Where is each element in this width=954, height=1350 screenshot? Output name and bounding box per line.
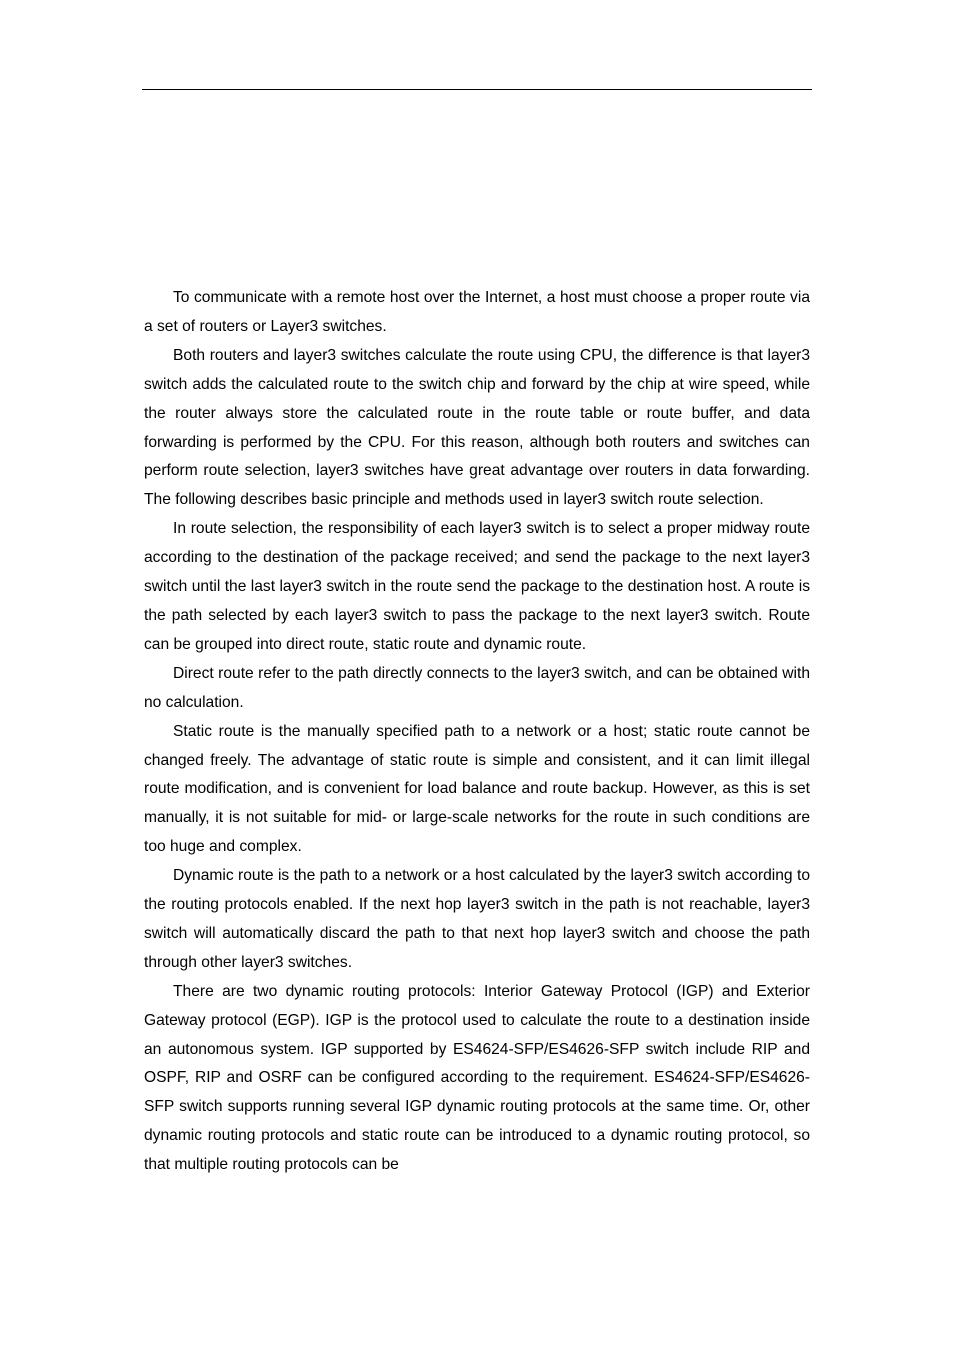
paragraph-dynamic-route: Dynamic route is the path to a network or a host calculated by the layer3 switch according to the routing protocols enabled. If the next hop layer3 switch in the path is not reachable, layer3 switch will automatically discard the path to that next hop layer3 switch and choose the path through other layer3 switches.: [144, 867, 810, 971]
paragraph-route-selection: In route selection, the responsibility of each layer3 switch is to select a proper midway route according to the destination of the package received; and send the package to the next layer3 switch until the last layer3 switch in the route send the package to the destination host. A route is the path selected by each layer3 switch to pass the package to the next layer3 switch. Route can be grouped into direct route, static route and dynamic route.: [144, 520, 810, 653]
paragraph-direct-route: Direct route refer to the path directly connects to the layer3 switch, and can be obtained with no calculation.: [144, 664, 810, 711]
paragraph-static-route: Static route is the manually specified path to a network or a host; static route cannot be changed freely. The advantage of static route is simple and consistent, and it can limit illegal route modification, and is convenient for load balance and route backup. However, as this is set manually, it is not suitable for mid- or large-scale networks for the route in such conditions are too huge and complex.: [144, 722, 810, 856]
document-body: [144, 284, 810, 1180]
header-rule: [142, 89, 812, 90]
paragraph-intro: To communicate with a remote host over the Internet, a host must choose a proper route via a set of routers or Layer3 switches.: [144, 289, 810, 335]
paragraph-routers-vs-switches: Both routers and layer3 switches calculate the route using CPU, the difference is that layer3 switch adds the calculated route to the switch chip and forward by the chip at wire speed, while the router always store the calculated route in the route table or route buffer, and data forwarding is performed by the CPU. For this reason, although both routers and switches can perform route selection, layer3 switches have great advantage over routers in data forwarding. The following describes basic principle and methods used in layer3 switch route selection.: [144, 346, 810, 509]
paragraph-routing-protocols: There are two dynamic routing protocols: Interior Gateway Protocol (IGP) and Exterior Gateway protocol (EGP). IGP is the protocol used to calculate the route to a destination inside an autonomous system. IGP supported by ES4624-SFP/ES4626-SFP switch include RIP and OSPF, RIP and OSRF can be configured according to the requirement. ES4624-SFP/ES4626-SFP switch supports running several IGP dynamic routing protocols at the same time. Or, other dynamic routing protocols and static route can be introduced to a dynamic routing protocol, so that multiple routing protocols can be: [144, 982, 810, 1174]
